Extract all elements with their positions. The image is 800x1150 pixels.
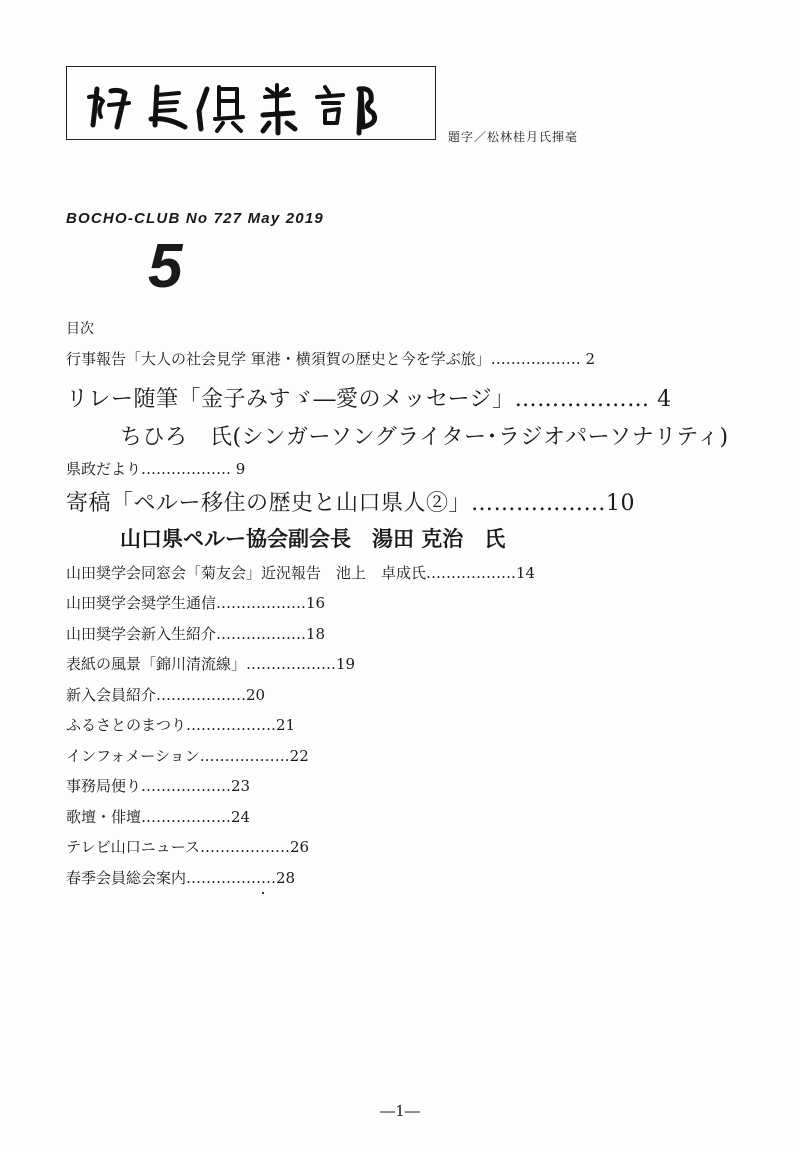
page-number: ―1― — [380, 1102, 420, 1120]
print-speck — [262, 892, 264, 894]
calligraphy-title-box — [66, 66, 436, 140]
toc-entry-contribution-author: 山口県ペルー協会副会長 湯田 克治 氏 — [120, 526, 506, 551]
toc-entry-tv-news: テレビ山口ニュース………………26 — [66, 838, 310, 856]
issue-line: BOCHO-CLUB No 727 May 2019 — [66, 210, 324, 227]
toc-entry-office-news: 事務局便り………………23 — [66, 777, 251, 795]
toc-entry-cover-scenery: 表紙の風景「錦川清流線」………………19 — [66, 655, 356, 673]
toc-entry-general-meeting: 春季会員総会案内………………28 — [66, 869, 296, 887]
calligraphy-credit: 題字／松林桂月氏揮毫 — [448, 130, 579, 144]
toc-entry-information: インフォメーション………………22 — [66, 747, 309, 765]
toc-label: 目次 — [66, 321, 94, 337]
toc-entry-new-students: 山田奨学会新入生紹介………………18 — [66, 625, 326, 643]
toc-entry-scholar-news: 山田奨学会奨学生通信………………16 — [66, 594, 326, 612]
toc-entry-relay-essay-author: ちひろ 氏(シンガーソングライター･ラジオパーソナリティ) — [120, 425, 729, 450]
toc-entry-hometown-festival: ふるさとのまつり………………21 — [66, 716, 296, 734]
toc-entry-poetry: 歌壇・俳壇………………24 — [66, 808, 251, 826]
issue-month-number: 5 — [148, 232, 183, 301]
toc-entry-prefecture-news: 県政だより……………… 9 — [66, 460, 246, 478]
toc-entry-new-members: 新入会員紹介………………20 — [66, 686, 266, 704]
toc-entry-relay-essay: リレー随筆「金子みすゞ―愛のメッセージ」……………… 4 — [66, 387, 672, 412]
toc-entry-contribution: 寄稿「ペルー移住の歴史と山口県人②」………………10 — [66, 491, 635, 516]
toc-entry-alumni-report: 山田奨学会同窓会「菊友会」近況報告 池上 卓成氏………………14 — [66, 564, 536, 582]
calligraphy-title-image — [67, 67, 437, 141]
toc-entry-event-report: 行事報告「大人の社会見学 軍港・横須賀の歴史と今を学ぶ旅」……………… 2 — [66, 350, 596, 368]
